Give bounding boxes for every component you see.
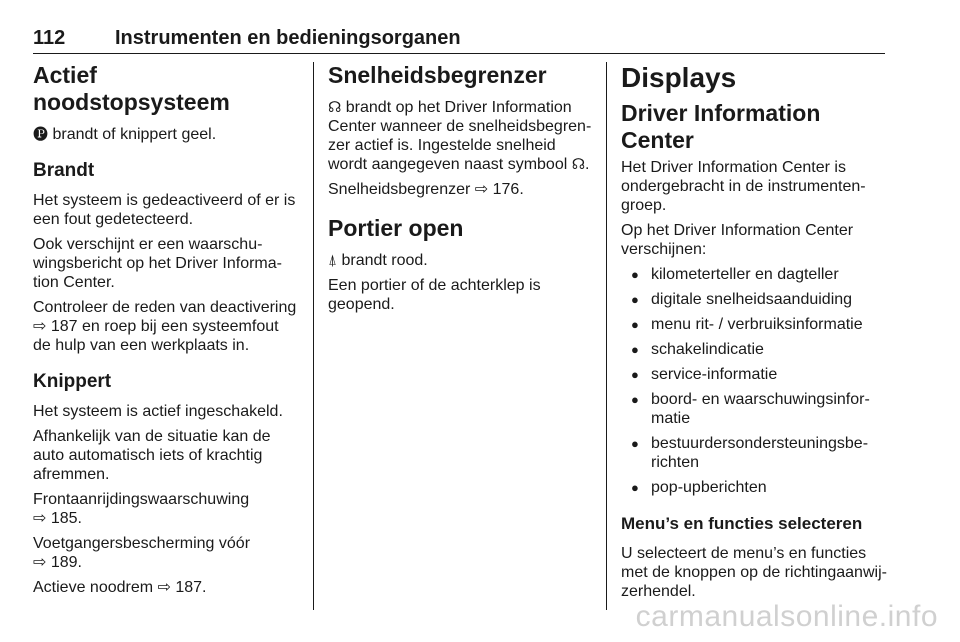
subheading: Menu’s en functies selecteren	[621, 514, 863, 533]
paragraph: Controleer de reden van deactivering ⇨ 187 en roep bij een systeemfout de hulp van een werkplaats in.	[33, 299, 297, 354]
column-divider	[606, 62, 607, 610]
chapter-heading: Displays	[621, 62, 737, 93]
list-item: ● menu rit- / verbruiksinformatie	[621, 315, 893, 334]
list-item: ● bestuurdersondersteuningsbe-richten	[621, 434, 893, 472]
subheading: Knippert	[33, 371, 112, 392]
column-1	[33, 62, 299, 603]
speed-limiter-icon: ☊	[571, 156, 586, 173]
page-header	[33, 28, 885, 54]
list-item: ● kilometerteller en dagteller	[621, 265, 893, 284]
paragraph: Afhankelijk van de situatie kan de auto automatisch iets of krachtig afremmen.	[33, 428, 271, 483]
section-heading: Driver Information Center	[621, 100, 821, 153]
paragraph: Een portier of de achterklep is geopend.	[328, 277, 541, 313]
bullet-list	[621, 265, 893, 497]
paragraph: Ook verschijnt er een waarschu-wingsbericht op het Driver Informa-tion Center.	[33, 236, 282, 291]
column-3	[621, 62, 893, 607]
speed-limiter-icon: ☊	[328, 99, 342, 116]
warning-car-icon: 🅟	[33, 126, 49, 143]
list-item: ● schakelindicatie	[621, 340, 893, 359]
list-item: ● service-informatie	[621, 365, 893, 384]
door-open-icon: ⍋	[328, 252, 338, 269]
paragraph: Het systeem is gedeactiveerd of er is een fout gedetecteerd.	[33, 192, 296, 228]
subheading: Brandt	[33, 160, 95, 181]
paragraph: ☊ brandt op het Driver Information Center wanneer de snelheidsbegren-zer actief is. Ingestelde snelheid wordt aangegeven naast symbool ☊.	[328, 99, 592, 173]
paragraph: Het Driver Information Center is ondergebracht in de instrumenten-groep.	[621, 159, 866, 214]
column-2	[328, 62, 598, 320]
section-heading: Actief noodstopsysteem	[33, 62, 230, 115]
paragraph: Snelheidsbegrenzer ⇨ 176.	[328, 181, 524, 198]
section-heading: Portier open	[328, 215, 464, 241]
page-title: Instrumenten en bedieningsorganen	[115, 27, 461, 49]
paragraph: 🅟 brandt of knippert geel.	[33, 126, 217, 143]
paragraph: Het systeem is actief ingeschakeld.	[33, 403, 283, 420]
paragraph: U selecteert de menu’s en functies met de knoppen op de richtingaanwij-zerhendel.	[621, 545, 887, 600]
paragraph: ⍋ brandt rood.	[328, 252, 428, 269]
watermark: carmanualsonline.info	[635, 600, 938, 633]
paragraph: Voetgangersbescherming vóór ⇨ 189.	[33, 535, 251, 571]
column-divider	[313, 62, 314, 610]
paragraph: Op het Driver Information Center verschijnen:	[621, 222, 854, 258]
section-heading: Snelheidsbegrenzer	[328, 62, 547, 88]
list-item: ● digitale snelheidsaanduiding	[621, 290, 893, 309]
list-item: ● boord- en waarschuwingsinfor-matie	[621, 390, 893, 428]
paragraph: Frontaanrijdingswaarschuwing ⇨ 185.	[33, 491, 250, 527]
list-item: ● pop-upberichten	[621, 478, 893, 497]
paragraph: Actieve noodrem ⇨ 187.	[33, 579, 207, 596]
page-number: 112	[33, 27, 66, 49]
